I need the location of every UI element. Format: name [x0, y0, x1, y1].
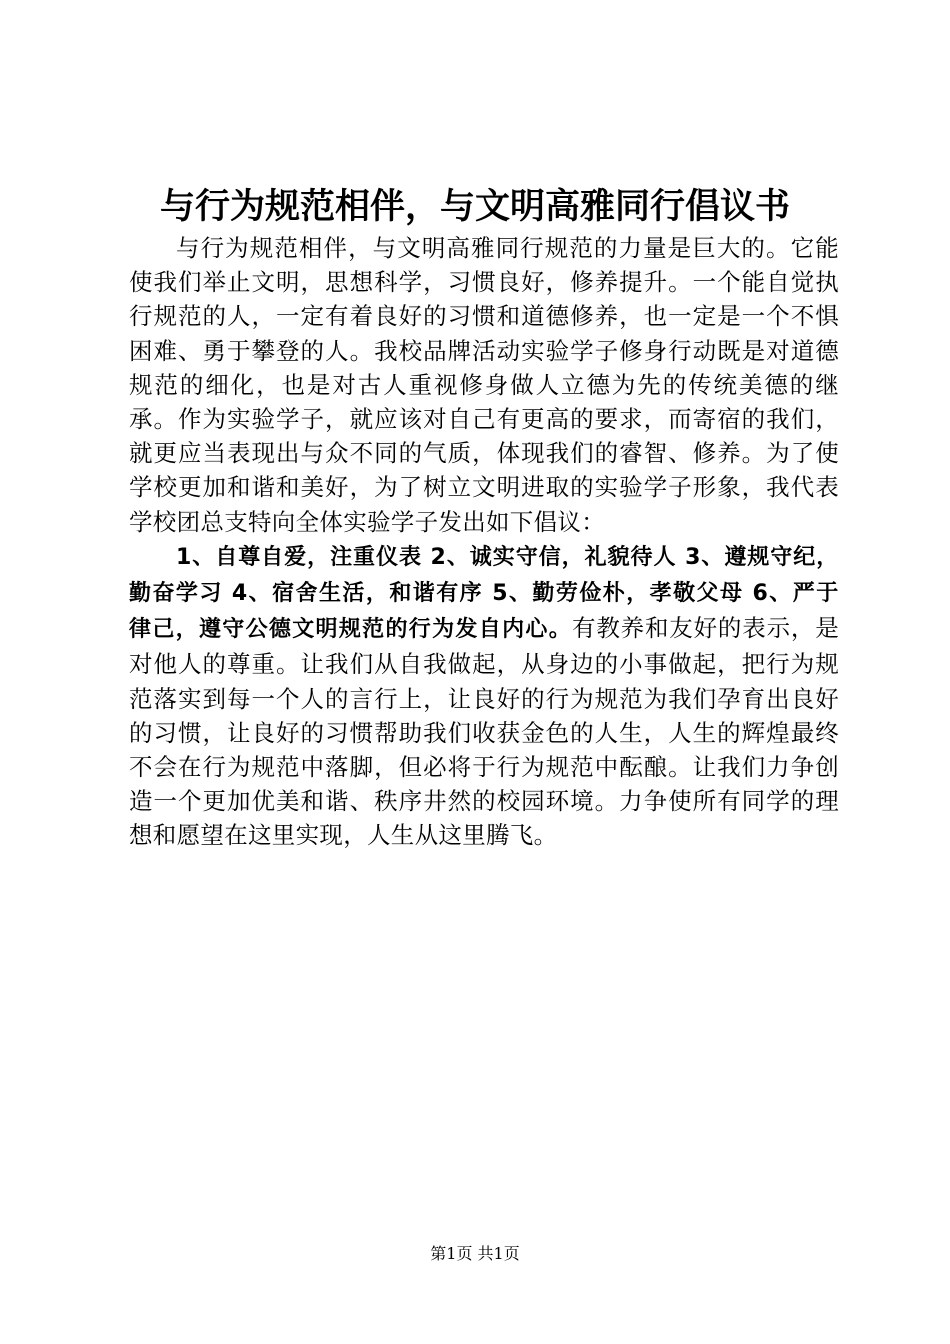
document-title: 与行为规范相伴，与文明高雅同行倡议书: [159, 187, 790, 227]
closing-text: 有教养和友好的表示，是对他人的尊重。让我们从自我做起，从身边的小事做起，把行为规范落实到每一个人的言行上，让良好的行为规范为我们孕育出良好的习惯，让良好的习惯帮助我们收获金色的人生，人生的辉煌最终不会在行为规范中落脚，但必将于行为规范中酝酿。让我们力争创造一个更加优美和谐、秩序井然的校园环境。力争使所有同学的理想和愿望在这里实现，人生从这里腾飞。: [129, 614, 839, 850]
intro-paragraph: 与行为规范相伴，与文明高雅同行规范的力量是巨大的。它能使我们举止文明，思想科学，习惯良好，修养提升。一个能自觉执行规范的人，一定有着良好的习惯和道德修养，也一定是一个不惧困难、勇于攀登的人。我校品牌活动实验学子修身行动既是对道德规范的细化，也是对古人重视修身做人立德为先的传统美德的继承。作为实验学子，就应该对自己有更高的要求，而寄宿的我们，就更应当表现出与众不同的气质，体现我们的睿智、修养。为了使学校更加和谐和美好，为了树立文明进取的实验学子形象，我代表学校团总支特向全体实验学子发出如下倡议：: [129, 234, 839, 536]
proposal-items: 1、自尊自爱，注重仪表 2、诚实守信，礼貌待人 3、遵规守纪，勤奋学习 4、宿舍生活，和谐有序 5、勤劳俭朴，孝敬父母 6、严于律己，遵守公德文明规范的行为发自内心。: [129, 544, 839, 643]
page-footer: 第1页 共1页: [430, 1244, 520, 1263]
document-body: [129, 231, 839, 853]
proposal-paragraph: [129, 539, 839, 853]
